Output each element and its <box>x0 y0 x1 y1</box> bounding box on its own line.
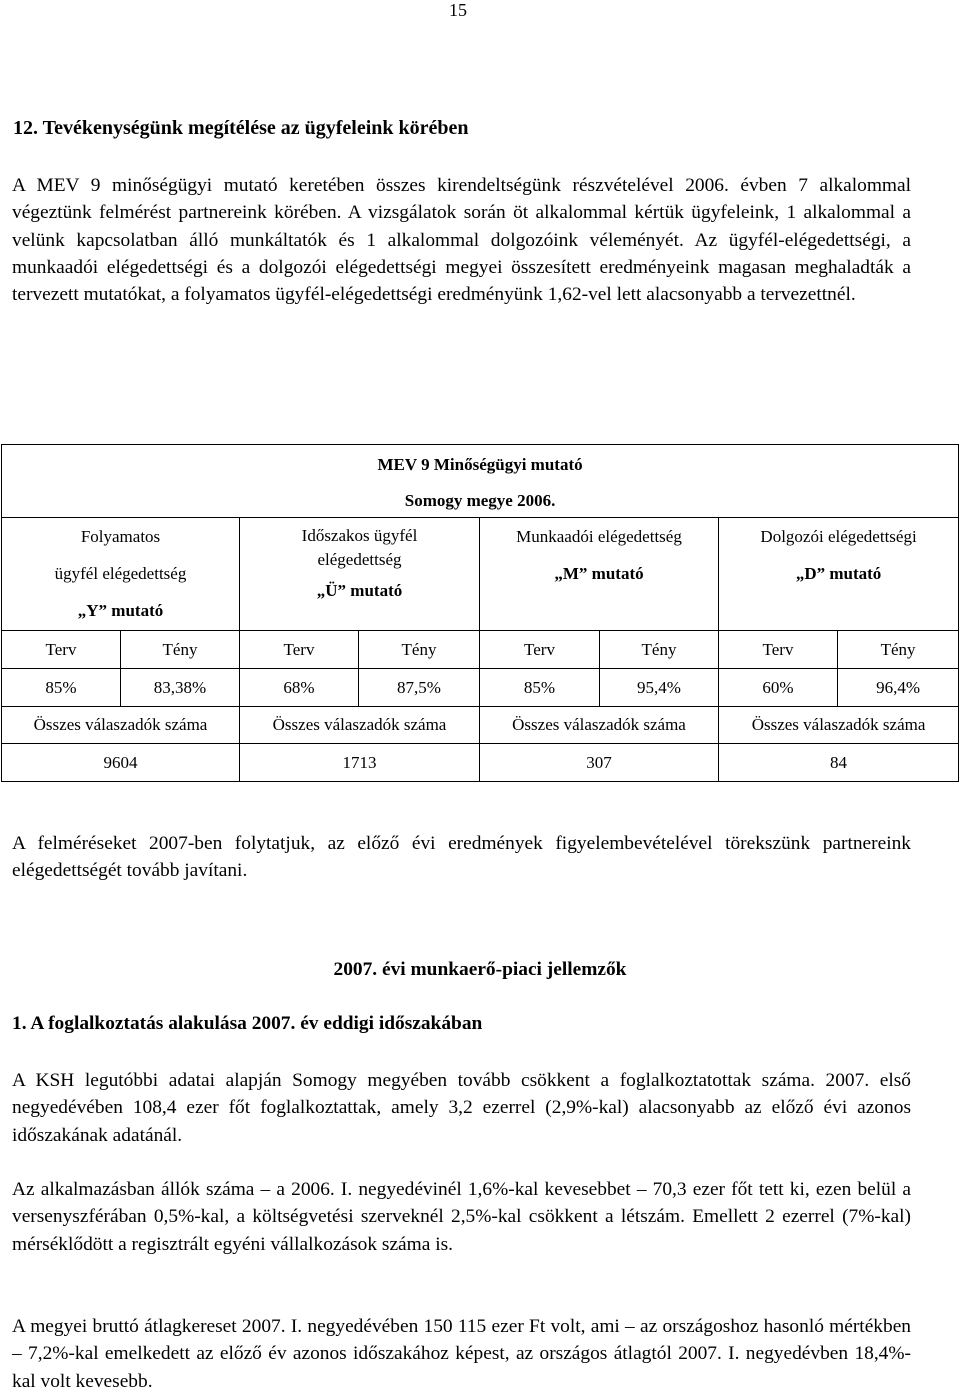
respondents-label: Összes válaszadók száma <box>480 707 719 744</box>
respondents-count-y: 9604 <box>2 744 240 782</box>
group-line1: Munkaadói elégedettség <box>516 527 682 546</box>
mev-quality-table <box>1 444 959 782</box>
plan-value-u: 68% <box>240 669 359 707</box>
plan-label: Terv <box>719 631 838 669</box>
fact-label: Tény <box>600 631 719 669</box>
group-code: „M” mutató <box>554 564 644 583</box>
group-header-m <box>480 518 719 631</box>
plan-label: Terv <box>2 631 121 669</box>
group-line1: Folyamatos <box>80 527 161 546</box>
subsection-title: 1. A foglalkoztatás alakulása 2007. év eddigi időszakában <box>12 1013 483 1034</box>
fact-label: Tény <box>359 631 480 669</box>
intro-paragraph: A MEV 9 minőségügyi mutató keretében összes kirendeltségünk részvételével 2006. évben 7 alkalommal végeztünk felmérést partnereink körében. A vizsgálatok során öt alkalommal kértük ügyfeleink, 1 alkalommal a velünk kapcsolatban álló munkáltatók és 1 alkalommal dolgozóink véleményét. Az ügyfél-elégedettségi, a munkaadói elégedettségi és a dolgozói elégedettségi megyei összesített eredményeink magasan meghaladták a tervezett mutatókat, a folyamatos ügyfél-elégedettségi eredményünk 1,62-vel lett alacsonyabb a tervezettnél. <box>12 175 911 306</box>
fact-label: Tény <box>838 631 959 669</box>
plan-label: Terv <box>240 631 359 669</box>
fact-value-m: 95,4% <box>600 669 719 707</box>
group-line1: Időszakos ügyfél <box>301 526 418 545</box>
group-header-d <box>719 518 959 631</box>
respondents-label: Összes válaszadók száma <box>240 707 480 744</box>
group-code: „Y” mutató <box>77 601 164 620</box>
paragraph-ksh: A KSH legutóbbi adatai alapján Somogy megyében tovább csökkent a foglalkoztatottak száma. 2007. első negyedévében 108,4 ezer főt foglalkoztattak, amely 3,2 ezerrel (2,9%-kal) alacsonyabb az előző évi azonos időszakának adatánál. <box>12 1070 911 1146</box>
fact-label: Tény <box>121 631 240 669</box>
plan-value-d: 60% <box>719 669 838 707</box>
respondents-count-d: 84 <box>719 744 959 782</box>
group-line2: ügyfél elégedettség <box>54 564 187 583</box>
paragraph-wages: A megyei bruttó átlagkereset 2007. I. negyedévében 150 115 ezer Ft volt, ami – az országoshoz hasonló mértékben – 7,2%-kal emelkedett az előző év azonos időszakához képest, az országos átlagtól 2007. I. negyedévben 18,4%-kal volt kevesebb. <box>12 1316 911 1392</box>
plan-value-y: 85% <box>2 669 121 707</box>
fact-value-d: 96,4% <box>838 669 959 707</box>
paragraph-employed: Az alkalmazásban állók száma – a 2006. I. negyedévinél 1,6%-kal kevesebbet – 70,3 ezer főt tett ki, ezen belül a versenyszférában 0,5%-kal, a költségvetési szerveknél 2,5%-kal csökkent a létszám. Emellett 2 ezerrel (7%-kal) mérséklődött a regisztrált egyéni vállalkozások száma is. <box>12 1179 911 1255</box>
fact-value-y: 83,38% <box>121 669 240 707</box>
respondents-count-m: 307 <box>480 744 719 782</box>
respondents-label: Összes válaszadók száma <box>2 707 240 744</box>
respondents-count-u: 1713 <box>240 744 480 782</box>
table-title: MEV 9 Minőségügyi mutató <box>377 454 583 474</box>
group-line1: Dolgozói elégedettségi <box>760 527 917 546</box>
fact-value-u: 87,5% <box>359 669 480 707</box>
group-header-y <box>2 518 240 631</box>
section-title: 12. Tevékenységünk megítélése az ügyfeleink körében <box>13 117 469 139</box>
plan-label: Terv <box>480 631 600 669</box>
after-table-paragraph: A felméréseket 2007-ben folytatjuk, az előző évi eredmények figyelembevételével törekszünk partnereink elégedettségét tovább javítani. <box>12 833 911 882</box>
group-code: „D” mutató <box>795 564 882 583</box>
page-number: 15 <box>449 0 467 20</box>
group-line2: elégedettség <box>317 550 402 569</box>
group-code: „Ü” mutató <box>316 581 403 600</box>
respondents-label: Összes válaszadók száma <box>719 707 959 744</box>
table-title-cell <box>2 445 959 518</box>
section2-title: 2007. évi munkaerő-piaci jellemzők <box>333 959 627 980</box>
group-header-u <box>240 518 480 631</box>
table-subtitle: Somogy megye 2006. <box>404 490 556 510</box>
plan-value-m: 85% <box>480 669 600 707</box>
